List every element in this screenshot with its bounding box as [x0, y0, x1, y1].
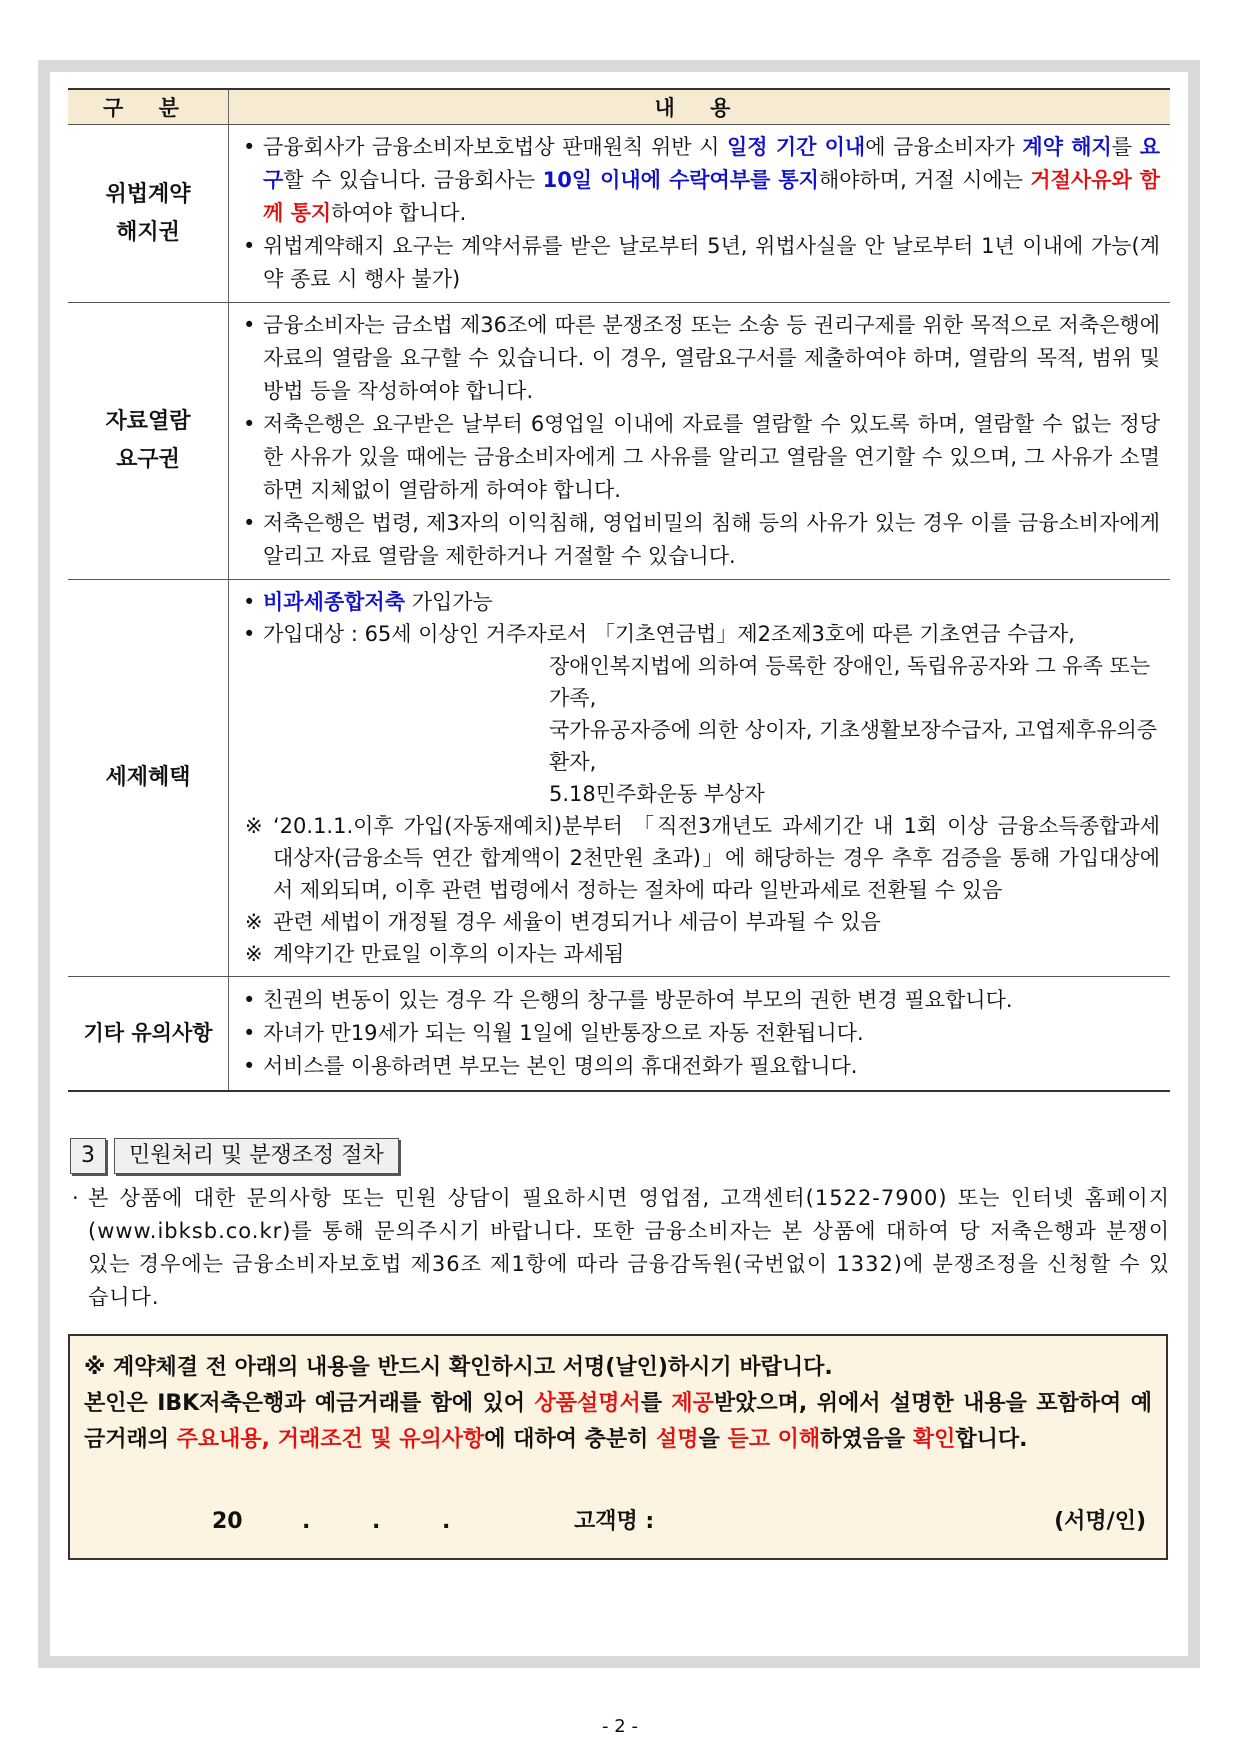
- confirmation-box: [68, 1334, 1168, 1560]
- row-content: [229, 303, 1171, 580]
- header-content: 내 용: [229, 89, 1171, 125]
- table-row: [68, 303, 1170, 580]
- highlight-text: 제공: [671, 1391, 714, 1416]
- reference-note: ※ 관련 세법이 개정될 경우 세율이 변경되거나 세금이 부과될 수 있음: [239, 906, 1160, 938]
- notice-statement: 본인은 IBK저축은행과 예금거래를 함에 있어 상품설명서를 제공받았으며, 위에서 설명한 내용을 포함하여 예금거래의 주요내용, 거래조건 및 유의사항에 대하여 충분히 설명을 듣고 이해하였음을 확인합니다.: [84, 1391, 1152, 1452]
- section-number: 3: [70, 1138, 106, 1174]
- highlight-text: 요구: [263, 135, 1160, 192]
- row-label: [68, 303, 229, 580]
- table-row: [68, 580, 1170, 977]
- row-label: 세제혜택: [68, 580, 229, 977]
- bullet-item: • 저축은행은 요구받은 날부터 6영업일 이내에 자료를 열람할 수 있도록 하며, 열람할 수 없는 정당한 사유가 있을 때에는 금융소비자에게 그 사유를 알리고 열람을 연기할 수 있으며, 그 사유가 소멸하면 지체없이 열람하게 하여야 합니다.: [239, 408, 1160, 507]
- header-category: 구 분: [68, 89, 229, 125]
- eligibility-line: 장애인복지법에 의하여 등록한 장애인, 독립유공자와 그 유족 또는 가족,: [549, 654, 1151, 710]
- row-label: [68, 125, 229, 303]
- bullet-item: • 금융회사가 금융소비자보호법상 판매원칙 위반 시 일정 기간 이내에 금융소비자가 계약 해지를 요구할 수 있습니다. 금융회사는 10일 이내에 수락여부를 통지해야하며, 거절 시에는 거절사유와 함께 통지하여야 합니다.: [239, 131, 1160, 230]
- highlight-text: 듣고 이해: [727, 1427, 821, 1452]
- bullet-item: • 위법계약해지 요구는 계약서류를 받은 날로부터 5년, 위법사실을 안 날로부터 1년 이내에 가능(계약 종료 시 행사 불가): [239, 230, 1160, 296]
- reference-note: ※ ‘20.1.1.이후 가입(자동재예치)분부터 「직전3개년도 과세기간 내 1회 이상 금융소득종합과세 대상자(금융소득 연간 합계액이 2천만원 초과)」에 해당하는 경우 추후 검증을 통해 가입대상에서 제외되며, 이후 관련 법령에서 정하는 절차에 따라 일반과세로 전환될 수 있음: [239, 810, 1160, 906]
- row-content: [229, 580, 1171, 977]
- customer-name-label: 고객명 :: [574, 1509, 655, 1534]
- row-content: [229, 125, 1171, 303]
- bullet-item: • 금융소비자는 금소법 제36조에 따른 분쟁조정 또는 소송 등 권리구제를 위한 목적으로 저축은행에 자료의 열람을 요구할 수 있습니다. 이 경우, 열람요구서를 제출하여야 하며, 열람의 목적, 범위 및 방법 등을 작성하여야 합니다.: [239, 309, 1160, 408]
- highlight-text: 설명: [656, 1427, 699, 1452]
- table-header-row: [68, 89, 1170, 125]
- row-label-line: 해지권: [116, 219, 180, 245]
- complaint-paragraph: [70, 1182, 1170, 1314]
- bullet-item: • 가입대상 : 65세 이상인 거주자로서 「기초연금법」제2조제3호에 따른 기초연금 수급자,: [239, 618, 1160, 650]
- table-row: [68, 125, 1170, 303]
- customer-name-field[interactable]: [672, 1504, 1002, 1534]
- eligibility-line: 국가유공자증에 의한 상이자, 기초생활보장수급자, 고엽제후유의증 환자,: [549, 718, 1158, 774]
- bullet-item: • 친권의 변동이 있는 경우 각 은행의 창구를 방문하여 부모의 권한 변경 필요합니다.: [239, 984, 1160, 1017]
- row-label: 기타 유의사항: [68, 977, 229, 1091]
- highlight-text: 비과세종합저축: [263, 590, 406, 614]
- reference-note: ※ 계약기간 만료일 이후의 이자는 과세됨: [239, 938, 1160, 970]
- page-number: - 2 -: [602, 1716, 638, 1737]
- signature-label: (서명/인): [1054, 1509, 1146, 1534]
- bullet-item: • 저축은행은 법령, 제3자의 이익침해, 영업비밀의 침해 등의 사유가 있는 경우 이를 금융소비자에게 알리고 자료 열람을 제한하거나 거절할 수 있습니다.: [239, 507, 1160, 573]
- section-title: 민원처리 및 분쟁조정 절차: [114, 1138, 399, 1174]
- highlight-text: 10일 이내에 수락여부를 통지: [542, 168, 819, 192]
- row-label-line: 요구권: [116, 447, 180, 472]
- highlight-text: 일정 기간 이내: [727, 135, 866, 159]
- eligibility-line: 5.18민주화운동 부상자: [549, 782, 765, 806]
- notice-heading: ※ 계약체결 전 아래의 내용을 반드시 확인하시고 서명(날인)하시기 바랍니다.: [84, 1355, 833, 1380]
- bullet-item: • 자녀가 만19세가 되는 익월 1일에 일반통장으로 자동 전환됩니다.: [239, 1017, 1160, 1050]
- bullet-item: • 서비스를 이용하려면 부모는 본인 명의의 휴대전화가 필요합니다.: [239, 1050, 1160, 1083]
- date-year-prefix: 20: [212, 1509, 243, 1534]
- section-heading: [70, 1138, 399, 1174]
- signature-line: [142, 1504, 1146, 1540]
- table-row: [68, 977, 1170, 1091]
- highlight-text: 확인: [912, 1427, 956, 1452]
- highlight-text: 거절사유와 함께 통지: [263, 168, 1161, 225]
- row-label-line: 위법계약: [105, 181, 191, 207]
- row-label-line: 자료열람: [105, 409, 191, 434]
- highlight-text: 상품설명서: [534, 1391, 641, 1416]
- product-info-table: [68, 88, 1170, 1092]
- bullet-item: • 비과세종합저축 가입가능: [239, 586, 1160, 618]
- highlight-text: 계약 해지: [1022, 135, 1112, 159]
- complaint-text: · 본 상품에 대한 문의사항 또는 민원 상담이 필요하시면 영업점, 고객센터(1522-7900) 또는 인터넷 홈페이지(www.ibksb.co.kr)를 통해 문의주시기 바랍니다. 또한 금융소비자는 본 상품에 대하여 당 저축은행과 분쟁이 있는 경우에는 금융소비자보호법 제36조 제1항에 따라 금융감독원(국번없이 1332)에 분쟁조정을 신청할 수 있습니다.: [70, 1182, 1170, 1314]
- date-dot: .: [372, 1509, 381, 1534]
- highlight-text: 주요내용, 거래조건 및 유의사항: [176, 1427, 485, 1452]
- date-dot: .: [442, 1509, 451, 1534]
- date-dot: .: [302, 1509, 311, 1534]
- row-content: [229, 977, 1171, 1091]
